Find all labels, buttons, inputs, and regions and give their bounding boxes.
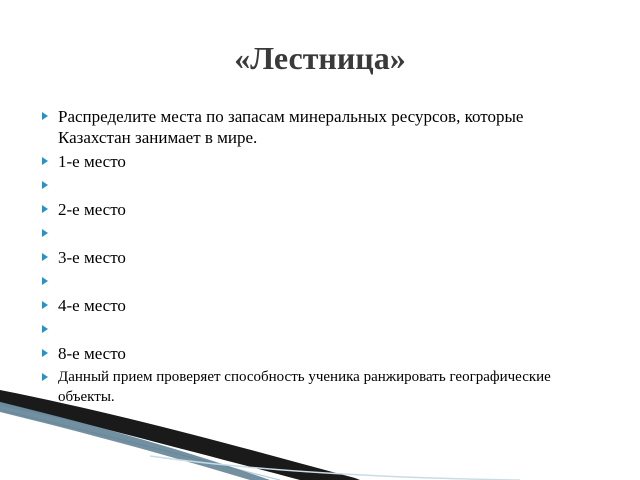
list-item [38, 151, 598, 172]
list-item [38, 199, 598, 220]
list-item [38, 106, 598, 148]
triangle-bullet-icon [42, 301, 48, 309]
list-item [38, 271, 598, 292]
triangle-bullet-icon [42, 253, 48, 261]
list-item-text: 1-е место [58, 152, 126, 171]
list-item-text: 3-е место [58, 248, 126, 267]
list-item [38, 319, 598, 340]
triangle-bullet-icon [42, 112, 48, 120]
triangle-bullet-icon [42, 277, 48, 285]
list-item [38, 175, 598, 196]
triangle-bullet-icon [42, 229, 48, 237]
triangle-bullet-icon [42, 373, 48, 381]
triangle-bullet-icon [42, 157, 48, 165]
list-item [38, 343, 598, 364]
list-item [38, 247, 598, 268]
list-item-text: Данный прием проверяет способность ученика ранжировать географические объекты. [58, 369, 551, 405]
bullet-list [38, 106, 598, 410]
slide-title-text: «Лестница» [234, 40, 406, 76]
triangle-bullet-icon [42, 349, 48, 357]
swoosh-dark-band [0, 390, 360, 480]
list-item [38, 295, 598, 316]
swoosh-mid-band [0, 402, 270, 480]
triangle-bullet-icon [42, 205, 48, 213]
list-item-text: 4-е место [58, 296, 126, 315]
list-item-text: 8-е место [58, 344, 126, 363]
slide-title [0, 38, 640, 78]
triangle-bullet-icon [42, 181, 48, 189]
list-item-text: Распределите места по запасам минеральных ресурсов, которые Казахстан занимает в мире. [58, 107, 524, 147]
decorative-swoosh [0, 390, 640, 480]
list-item [38, 223, 598, 244]
triangle-bullet-icon [42, 325, 48, 333]
list-item-text: 2-е место [58, 200, 126, 219]
